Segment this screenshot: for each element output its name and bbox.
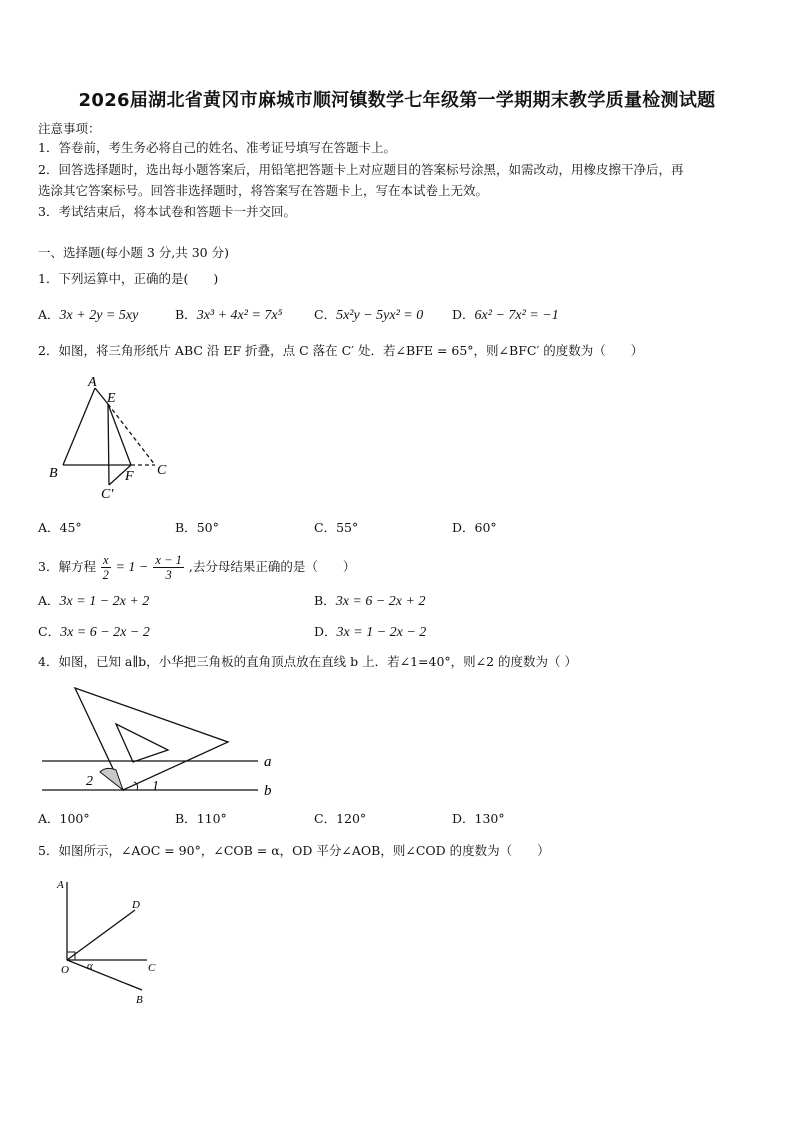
q1-option-b: B．3x³ + 4x² = 7x⁵ xyxy=(175,307,283,323)
notes-heading: 注意事项： xyxy=(38,121,101,136)
q2-option-a: A．45° xyxy=(38,520,82,535)
q1-option-d: D．6x² − 7x² = −1 xyxy=(452,307,559,323)
q2-option-d: D．60° xyxy=(452,520,497,535)
q4-label-2: 2 xyxy=(86,774,93,789)
q5-label-o: O xyxy=(61,964,69,976)
q1-option-a: A．3x + 2y = 5xy xyxy=(38,307,139,323)
q4-option-b: B．110° xyxy=(175,811,227,826)
page-title: 2026届湖北省黄冈市麻城市顺河镇数学七年级第一学期期末教学质量检测试题 xyxy=(78,90,716,111)
note-item-3: 3．考试结束后，将本试卷和答题卡一并交回。 xyxy=(38,204,296,219)
q4-option-d: D．130° xyxy=(452,811,505,826)
q4-option-a: A．100° xyxy=(38,811,90,826)
q2-figure xyxy=(45,374,185,504)
q4-stem: 4．如图，已知 a∥b，小华把三角板的直角顶点放在直线 b 上．若∠1=40°，则∠2 的度数为（ ） xyxy=(38,654,578,669)
q3-option-b: B．3x = 6 − 2x + 2 xyxy=(314,593,426,609)
q4-figure xyxy=(38,682,288,800)
q4-label-b: b xyxy=(264,783,272,799)
q2-stem: 2．如图，将三角形纸片 ABC 沿 EF 折叠，点 C 落在 C′ 处．若∠BFE = 65°，则∠BFC′ 的度数为（ ） xyxy=(38,343,644,358)
q5-label-a: A xyxy=(57,879,64,891)
q5-label-c: C xyxy=(148,962,156,974)
q3-fraction-2: $\frac{x - 1}{3}$ xyxy=(155,553,182,582)
q4-label-1: 1 xyxy=(152,779,159,794)
q2-option-b: B．50° xyxy=(175,520,219,535)
q1-option-c: C．5x²y − 5yx² = 0 xyxy=(314,307,424,323)
q3-option-d: D．3x = 1 − 2x − 2 xyxy=(314,624,427,640)
q2-label-b: B xyxy=(49,466,58,481)
q2-option-c: C．55° xyxy=(314,520,359,535)
q2-label-a: A xyxy=(88,375,97,390)
q5-figure xyxy=(52,872,172,1007)
q2-label-e: E xyxy=(107,391,116,406)
q3-option-a: A．3x = 1 − 2x + 2 xyxy=(38,593,150,609)
note-item-1: 1．答卷前，考生务必将自己的姓名、准考证号填写在答题卡上。 xyxy=(38,140,396,155)
note-item-2: 2．回答选择题时，选出每小题答案后，用铅笔把答题卡上对应题目的答案标号涂黑，如需改动，用橡皮擦干净后，再 xyxy=(38,162,684,177)
q2-label-c-prime: C′ xyxy=(101,487,114,502)
q5-stem: 5．如图所示，∠AOC = 90°，∠COB = α，OD 平分∠AOB，则∠COD 的度数为（ ） xyxy=(38,843,550,858)
q2-label-c: C xyxy=(157,463,167,478)
note-item-2-cont: 选涂其它答案标号。回答非选择题时，将答案写在答题卡上，写在本试卷上无效。 xyxy=(38,183,489,198)
q2-label-f: F xyxy=(125,469,134,484)
q4-option-c: C．120° xyxy=(314,811,367,826)
q1-stem: 1．下列运算中，正确的是( ) xyxy=(38,271,219,286)
q3-fraction-1: $\frac{x}{2}$ xyxy=(102,553,109,582)
q5-label-alpha: α xyxy=(87,960,93,972)
q5-label-d: D xyxy=(132,899,140,911)
q4-label-a: a xyxy=(264,754,272,770)
q3-stem: 3．解方程 $\frac{x}{2}$ = 1 − $\frac{x - 1}{3}$ ,去分母结果正确的是（ ） xyxy=(38,553,356,582)
q3-option-c: C．3x = 6 − 2x − 2 xyxy=(38,624,150,640)
section-heading: 一、选择题(每小题 3 分,共 30 分) xyxy=(38,245,229,260)
q5-label-b: B xyxy=(136,994,143,1006)
